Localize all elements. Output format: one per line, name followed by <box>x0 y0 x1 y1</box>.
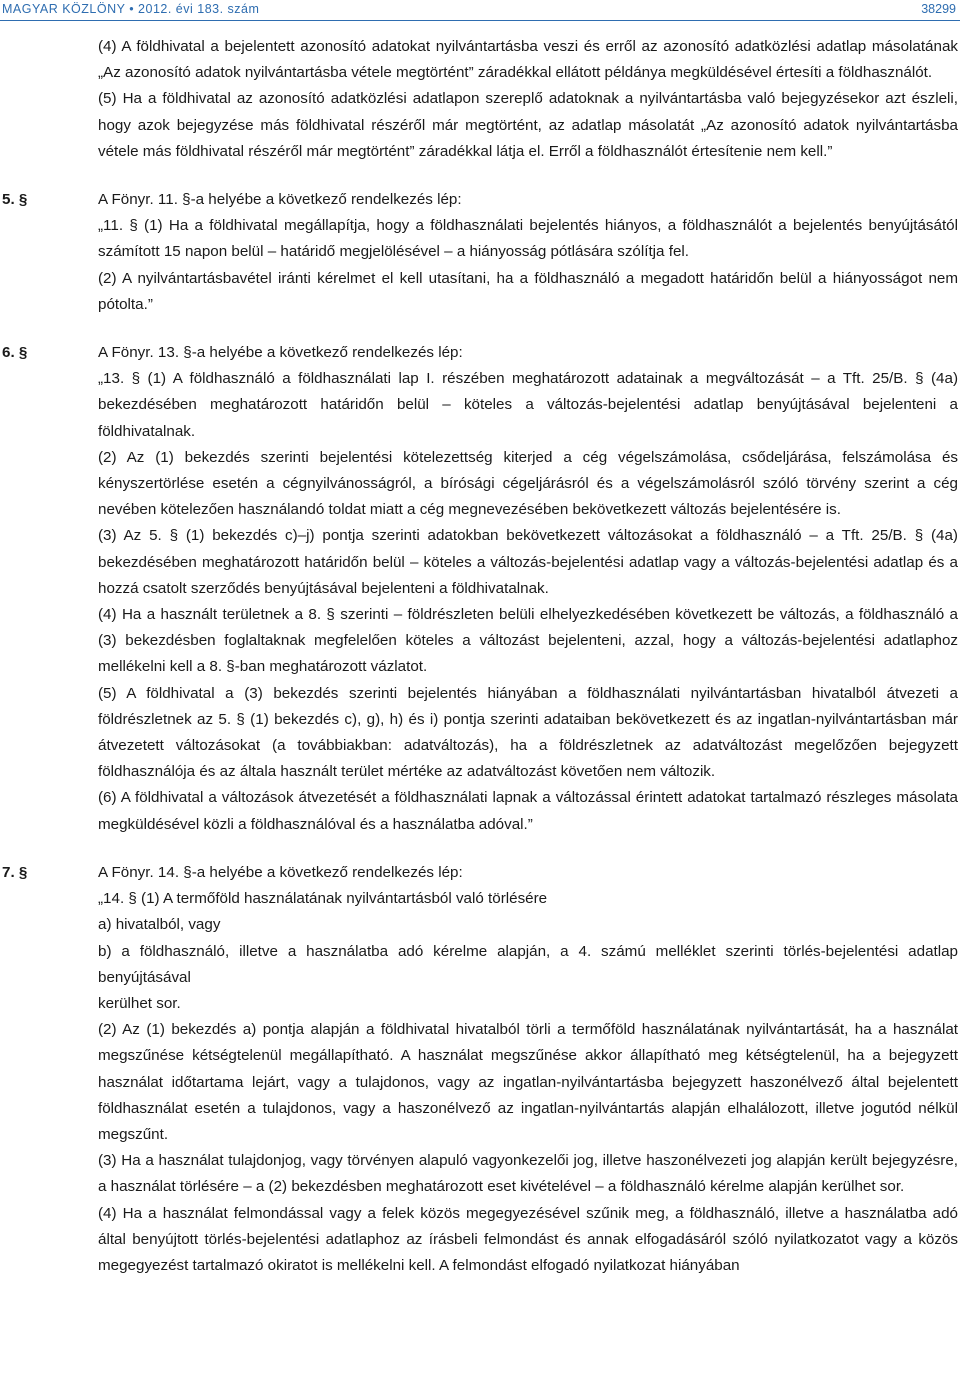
section-intro: A Fönyr. 13. §-a helyébe a következő rendelkezés lép: <box>98 344 463 362</box>
page-header <box>0 0 960 22</box>
paragraph: (6) A földhivatal a változások átvezetését a földhasználati lapnak a változással érintett adatokat tartalmazó részleges másolata megküldésével közli a földhasználóval és a használatba adóval.” <box>98 789 958 833</box>
document-body <box>0 34 958 1279</box>
paragraph: kerülhet sor. <box>98 994 181 1012</box>
header-divider <box>0 20 960 21</box>
section-intro: A Fönyr. 14. §-a helyébe a következő rendelkezés lép: <box>98 863 463 881</box>
paragraph: (2) Az (1) bekezdés szerinti bejelentési kötelezettség kiterjed a cég végelszámolása, csődeljárása, felszámolása és kényszertörlése esetén a cégnyilvánosságról, a bírósági cégeljárásról és a végelszámolásról szóló törvény szerint a cég nevében kötelezően használandó toldat miatt a cég megnevezésében bekövetkezett változás bejelentésére is. <box>98 448 958 519</box>
paragraph: (4) Ha a használat felmondással vagy a felek közös megegyezésével szűnik meg, a földhasználó, illetve a használatba adó által benyújtott törlés-bejelentési adatlaphoz az írásbeli felmondást és annak elfogadásáról szóló nyilatkozatot vagy a közös megegyezést tartalmazó okiratot is mellékelni kell. A felmondást elfogadó nyilatkozat hiányában <box>98 1204 958 1274</box>
paragraph: „11. § (1) Ha a földhivatal megállapítja, hogy a földhasználati bejelentés hiányos, a földhasználót a bejelentés benyújtásától számított 15 napon belül – határidő megjelölésével – a hiányosság pótlására szólítja fel. <box>98 217 958 261</box>
page-number: 38299 <box>921 2 956 16</box>
section-7 <box>0 860 958 1279</box>
section-number: 6. § <box>2 344 28 362</box>
section-number: 5. § <box>2 191 28 209</box>
paragraph: „14. § (1) A termőföld használatának nyilvántartásból való törlésére <box>98 890 548 908</box>
section-6 <box>0 340 958 838</box>
paragraph: (4) Ha a használt területnek a 8. § szerinti – földrészleten belüli elhelyezkedésében következett be változás, a földhasználó a (3) bekezdésben foglaltaknak megfelelően köteles a változást bejelenteni, azzal, hogy a változás-bejelentési adatlaphoz mellékelni kell a 8. §-ban meghatározott vázlatot. <box>98 606 958 676</box>
paragraph: (3) Ha a használat tulajdonjog, vagy törvényen alapuló vagyonkezelői jog, illetve haszonélvezeti jog alapján került bejegyzésre, a használat törlésére – a (2) bekezdésben meghatározott eset kivételével – a földhasználó kérelme alapján kerülhet sor. <box>98 1152 958 1196</box>
section-number: 7. § <box>2 863 28 881</box>
paragraph: (4) A földhivatal a bejelentett azonosító adatokat nyilvántartásba veszi és erről az azonosító adatközlési adatlap másolatának „Az azonosító adatok nyilvántartásba vétele megtörtént” záradékkal ellátott példánya megküldésével értesíti a földhasználót. <box>98 38 958 82</box>
paragraph: b) a földhasználó, illetve a használatba adó kérelme alapján, a 4. számú melléklet szerinti törlés-bejelentési adatlap benyújtásával <box>98 942 958 986</box>
paragraph: a) hivatalból, vagy <box>98 916 221 934</box>
paragraph: (2) A nyilvántartásbavétel iránti kérelmet el kell utasítani, ha a földhasználó a megadott határidőn belül a hiányosságot nem pótolta.” <box>98 269 958 313</box>
paragraph: „13. § (1) A földhasználó a földhasználati lap I. részében meghatározott adatainak a megváltozását – a Tft. 25/B. § (4a) bekezdésében meghatározott határidőn belül – köteles a változás-bejelentési adatlap benyújtásával bejelenteni a földhivatalnak. <box>98 370 958 440</box>
paragraph: (3) Az 5. § (1) bekezdés c)–j) pontja szerinti adatokban bekövetkezett változásokat a földhasználó – a Tft. 25/B. § (4a) bekezdésében meghatározott határidőn belül – köteles a változás-bejelentési adatlap vagy a változás-bejelentési adatlap és a hozzá csatolt szerződés benyújtásával bejelenteni a földhivatalnak. <box>98 527 958 597</box>
paragraph: (5) A földhivatal a (3) bekezdés szerinti bejelentés hiányában a földhasználati nyilvántartásban hivatalból átvezeti a földrészletnek az 5. § (1) bekezdés c), g), h) és i) pontja szerinti adataiban bekövetkezett és az ingatlan-nyilvántartásban már átvezetett változásokat (a továbbiakban: adatváltozás), ha a földrészletnek az adatváltozást megelőzően bejegyzett földhasználója és az általa használt terület mértéke az adatváltozást követően nem változik. <box>98 684 958 781</box>
paragraph: (5) Ha a földhivatal az azonosító adatközlési adatlapon szereplő adatoknak a nyilvántartásba való bejegyzésekor azt észleli, hogy azok bejegyzése más földhivatal részéről már megtörtént, az adatlap másolatát „Az azonosító adatok nyilvántartásba vétele más földhivatal részéről már megtörtént” záradékkal látja el. Erről a földhasználót értesítenie nem kell.” <box>98 90 958 160</box>
section-5 <box>0 187 958 318</box>
section-intro: A Fönyr. 11. §-a helyébe a következő rendelkezés lép: <box>98 191 462 209</box>
paragraph: (2) Az (1) bekezdés a) pontja alapján a földhivatal hivatalból törli a termőföld használatának nyilvántartását, ha a használat megszűnése kétségtelenül megállapítható. A használat megszűnése akkor állapítható meg kétségtelenül, ha a bejegyzett használat időtartama lejárt, vagy a tulajdonos, vagy az ingatlan-nyilvántartásba bejegyzett haszonélvező által bejelentett földhasználat esetén a tulajdonos, vagy a haszonélvező az ingatlan-nyilvántartás alapján elhalálozott, illetve jogutód nélkül megszűnt. <box>98 1021 958 1143</box>
journal-title: MAGYAR KÖZLÖNY • 2012. évi 183. szám <box>2 2 260 16</box>
